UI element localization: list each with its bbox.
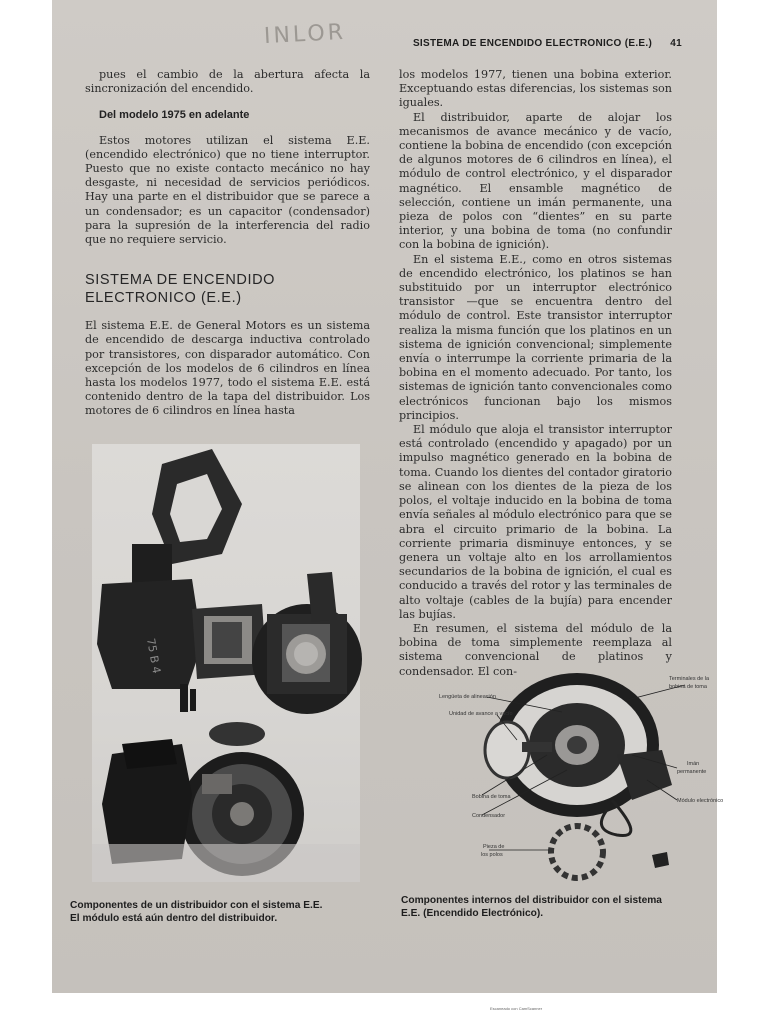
paragraph-continuation: los modelos 1977, tienen una bobina exterior. Exceptuando estas diferencias, los sistemas son iguales. bbox=[399, 68, 672, 110]
label-pieza-1: Pieza de bbox=[483, 844, 505, 850]
figure-left-caption bbox=[70, 899, 390, 925]
paragraph-1975: Estos motores utilizan el sistema E.E. (encendido electrónico) que no tiene interruptor. Puesto que no existe contacto mecánico no hay desgaste, ni necesidad de servicios periódicos. Hay una parte en el distribuidor que se parece a un condensador; es un capacitor (condensador) para la supresión de la interferencia del radio que no requiere servicio. bbox=[85, 133, 370, 247]
figure-right-caption bbox=[401, 894, 701, 920]
label-iman-1: Imán bbox=[687, 761, 700, 767]
book-page bbox=[52, 0, 724, 993]
label-terminales-2: bobina de toma bbox=[669, 684, 707, 690]
distributor-components-illustration bbox=[92, 444, 360, 882]
left-column-text bbox=[85, 68, 370, 419]
label-bobina: Bobina de toma bbox=[472, 794, 511, 800]
label-condensador: Condensador bbox=[472, 813, 506, 819]
section-title-line-2: ELECTRONICO (E.E.) bbox=[85, 290, 242, 307]
section-title bbox=[85, 271, 370, 307]
handwritten-annotation: INLOR bbox=[263, 19, 347, 50]
scan-stamp: Escaneado con CamScanner bbox=[490, 1006, 543, 1011]
label-lengueta: Lengüeta de alineación bbox=[439, 694, 496, 700]
page-number: 41 bbox=[670, 38, 682, 49]
right-column-text bbox=[399, 68, 672, 679]
section-title-line-1: SISTEMA DE ENCENDIDO bbox=[85, 272, 276, 289]
paragraph-sistema: En el sistema E.E., como en otros sistemas de encendido electrónico, los platinos se han substituido por un interruptor electrónico transistor —que se encuentra dentro del módulo de control. Este transistor interruptor realiza la misma función que los platinos en un sistema de ignición convencional; simplemente envía o interrumpe la corriente primaria de la bobina en el momento adecuado. Por tanto, los sistemas de ignición tanto convencionales como electrónicos funcionan bajo los mismos principios. bbox=[399, 252, 672, 422]
label-modulo: Módulo electrónico bbox=[677, 798, 724, 804]
distributor-internals-figure bbox=[377, 660, 724, 888]
running-head-title: SISTEMA DE ENCENDIDO ELECTRONICO (E.E.) bbox=[412, 38, 653, 49]
label-iman-2: permanente bbox=[677, 769, 707, 775]
figure-left-caption-line-1: Componentes de un distribuidor con el sistema E.E. bbox=[70, 900, 323, 911]
intro-continuation: pues el cambio de la abertura afecta la sincronización del encendido. bbox=[85, 68, 370, 96]
figure-left-caption-line-2: El módulo está aún dentro del distribuidor. bbox=[70, 913, 278, 924]
svg-text:75 B 4: 75 B 4 bbox=[144, 637, 164, 675]
paragraph-modulo: El módulo que aloja el transistor interruptor está controlado (encendido y apagado) por un impulso magnético generado en la bobina de toma. Cuando los dientes del contador giratorio se alinean con los dientes de la pieza de los polos, el voltaje inducido en la bobina de toma envía señales al módulo electrónico para que se abra el circuito primario de la bobina. La corriente primaria disminuye entonces, y se genera un voltaje alto en los arrollamientos secundarios de la bobina de ignición, el cual es conducido a través del rotor y las terminales de alto voltaje (cables de la bujía) para encender las bujías. bbox=[399, 423, 672, 621]
label-unidad: Unidad de avance a vacío bbox=[449, 711, 513, 717]
paragraph-distribuidor: El distribuidor, aparte de alojar los mecanismos de avance mecánico y de vacío, contiene la bobina de encendido (con excepción de algunos motores de 6 cilindros en línea), el módulo de control electrónico, y el disparador magnético. El ensamble magnético de selección, contiene un imán permanente, una pieza de polos con “dientes” en su parte interior, y una bobina de toma (no confundir con la bobina de ignición). bbox=[399, 110, 672, 252]
figure-right-caption-line-1: Componentes internos del distribuidor con el sistema bbox=[401, 895, 662, 906]
label-terminales-1: Terminales de la bbox=[669, 676, 710, 682]
figure-right-caption-line-2: E.E. (Encendido Electrónico). bbox=[401, 908, 544, 919]
label-pieza-2: los polos bbox=[481, 852, 503, 858]
distributor-internals-illustration bbox=[377, 660, 724, 888]
paragraph-ee-intro: El sistema E.E. de General Motors es un sistema de encendido de descarga inductiva controlado por transistores, con disparador automático. Con excepción de los modelos de 6 cilindros en línea hasta los modelos 1977, todo el sistema E.E. está contenido dentro de la tapa del distribuidor. Los motores de 6 cilindros en línea hasta bbox=[85, 319, 370, 418]
running-head bbox=[382, 38, 682, 49]
subhead-1975: Del modelo 1975 en adelante bbox=[99, 109, 250, 122]
paragraph-resumen: En resumen, el sistema del módulo de la bobina de toma simplemente reemplaza al sistema convencional de platinos y condensador. El con- bbox=[399, 621, 672, 678]
distributor-components-photo bbox=[92, 444, 360, 882]
